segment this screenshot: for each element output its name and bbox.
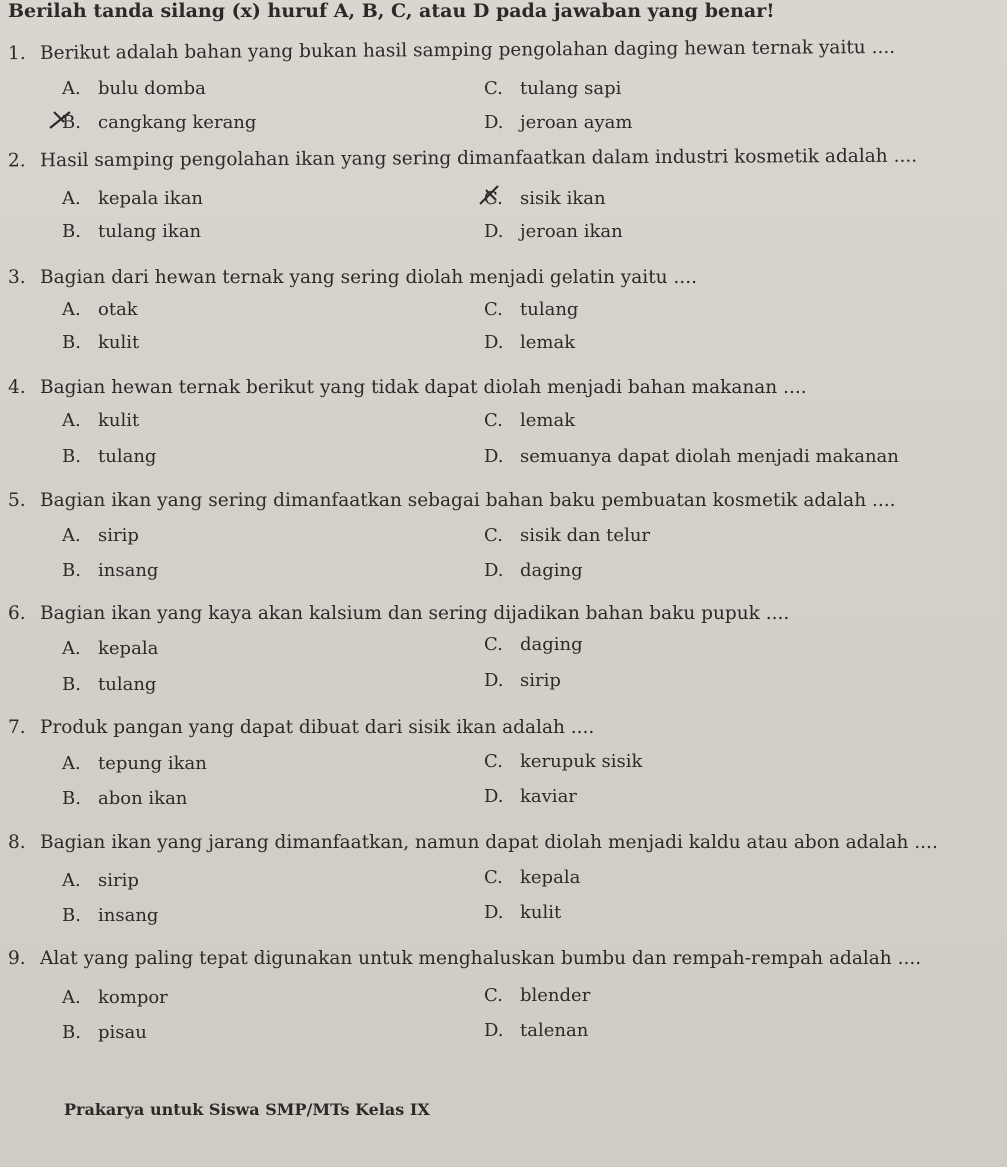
- q4-option-a[interactable]: A. kulit: [62, 410, 140, 431]
- cross-mark-icon: [48, 108, 78, 130]
- question-text: Produk pangan yang dapat dibuat dari sisik ikan adalah ....: [40, 717, 595, 738]
- q3-option-b[interactable]: B. kulit: [62, 332, 140, 353]
- q3-option-a[interactable]: A. otak: [62, 299, 138, 320]
- q3-option-c[interactable]: C. tulang: [484, 299, 579, 320]
- q5-option-d[interactable]: D. daging: [484, 560, 583, 581]
- q1-option-a[interactable]: A. bulu domba: [62, 78, 206, 99]
- q1-option-d[interactable]: D. jeroan ayam: [484, 112, 633, 133]
- question-7: [8, 717, 594, 738]
- book-footer: Prakarya untuk Siswa SMP/MTs Kelas IX: [64, 1100, 430, 1119]
- q9-option-b[interactable]: B. pisau: [62, 1022, 147, 1043]
- question-text: Bagian ikan yang kaya akan kalsium dan sering dijadikan bahan baku pupuk ....: [40, 603, 790, 624]
- q7-option-d[interactable]: D. kaviar: [484, 786, 577, 807]
- q2-option-b[interactable]: B. tulang ikan: [62, 221, 202, 242]
- question-text: Bagian hewan ternak berikut yang tidak dapat diolah menjadi bahan makanan ....: [40, 377, 807, 398]
- q1-option-c[interactable]: C. tulang sapi: [484, 78, 622, 99]
- question-9: [8, 948, 921, 969]
- question-2: [8, 146, 917, 172]
- q9-option-d[interactable]: D. talenan: [484, 1020, 589, 1041]
- q2-option-a[interactable]: A. kepala ikan: [62, 188, 204, 209]
- question-text: Bagian ikan yang sering dimanfaatkan sebagai bahan baku pembuatan kosmetik adalah ....: [40, 490, 896, 511]
- question-5: [8, 490, 896, 511]
- question-text: Bagian ikan yang jarang dimanfaatkan, namun dapat diolah menjadi kaldu atau abon adalah ....: [40, 832, 938, 853]
- q9-option-a[interactable]: A. kompor: [62, 987, 168, 1008]
- q7-option-c[interactable]: C. kerupuk sisik: [484, 751, 643, 772]
- question-number: 4.: [8, 377, 26, 398]
- question-number: 7.: [8, 717, 26, 738]
- question-text: Berikut adalah bahan yang bukan hasil samping pengolahan daging hewan ternak yaitu ....: [39, 36, 896, 64]
- q8-option-c[interactable]: C. kepala: [484, 867, 581, 888]
- question-8: [8, 832, 938, 853]
- q2-option-d[interactable]: D. jeroan ikan: [484, 221, 623, 242]
- question-4: [8, 377, 807, 398]
- question-number: 9.: [8, 948, 26, 969]
- q7-option-a[interactable]: A. tepung ikan: [62, 753, 207, 774]
- q6-option-b[interactable]: B. tulang: [62, 674, 157, 695]
- question-text: Hasil samping pengolahan ikan yang sering dimanfaatkan dalam industri kosmetik adalah ....: [39, 145, 918, 172]
- q4-option-c[interactable]: C. lemak: [484, 410, 576, 431]
- q8-option-d[interactable]: D. kulit: [484, 902, 562, 923]
- q6-option-c[interactable]: C. daging: [484, 634, 583, 655]
- question-number: 8.: [8, 832, 26, 853]
- q7-option-b[interactable]: B. abon ikan: [62, 788, 188, 809]
- instruction-header: Berilah tanda silang (x) huruf A, B, C, atau D pada jawaban yang benar!: [8, 0, 775, 22]
- q9-option-c[interactable]: C. blender: [484, 985, 591, 1006]
- q5-option-c[interactable]: C. sisik dan telur: [484, 525, 651, 546]
- q4-option-b[interactable]: B. tulang: [62, 446, 157, 467]
- question-number: 6.: [8, 603, 26, 624]
- question-number: 3.: [8, 267, 26, 288]
- question-number: 5.: [8, 490, 26, 511]
- q5-option-b[interactable]: B. insang: [62, 560, 159, 581]
- question-3: [8, 267, 697, 288]
- q6-option-a[interactable]: A. kepala: [62, 638, 159, 659]
- q5-option-a[interactable]: A. sirip: [62, 525, 139, 546]
- q4-option-d[interactable]: D. semuanya dapat diolah menjadi makanan: [484, 446, 899, 467]
- question-6: [8, 603, 789, 624]
- q1-option-b[interactable]: B. cangkang kerang: [62, 112, 257, 133]
- question-number: 1.: [7, 42, 26, 65]
- q2-option-c[interactable]: C. sisik ikan: [484, 188, 606, 209]
- q3-option-d[interactable]: D. lemak: [484, 332, 576, 353]
- question-text: Bagian dari hewan ternak yang sering diolah menjadi gelatin yaitu ....: [40, 267, 697, 288]
- q8-option-a[interactable]: A. sirip: [62, 870, 139, 891]
- question-text: Alat yang paling tepat digunakan untuk menghaluskan bumbu dan rempah-rempah adalah ....: [40, 948, 922, 969]
- cross-mark-icon: [478, 184, 508, 206]
- question-number: 2.: [7, 150, 26, 172]
- question-1: [8, 37, 895, 64]
- q8-option-b[interactable]: B. insang: [62, 905, 159, 926]
- q6-option-d[interactable]: D. sirip: [484, 670, 561, 691]
